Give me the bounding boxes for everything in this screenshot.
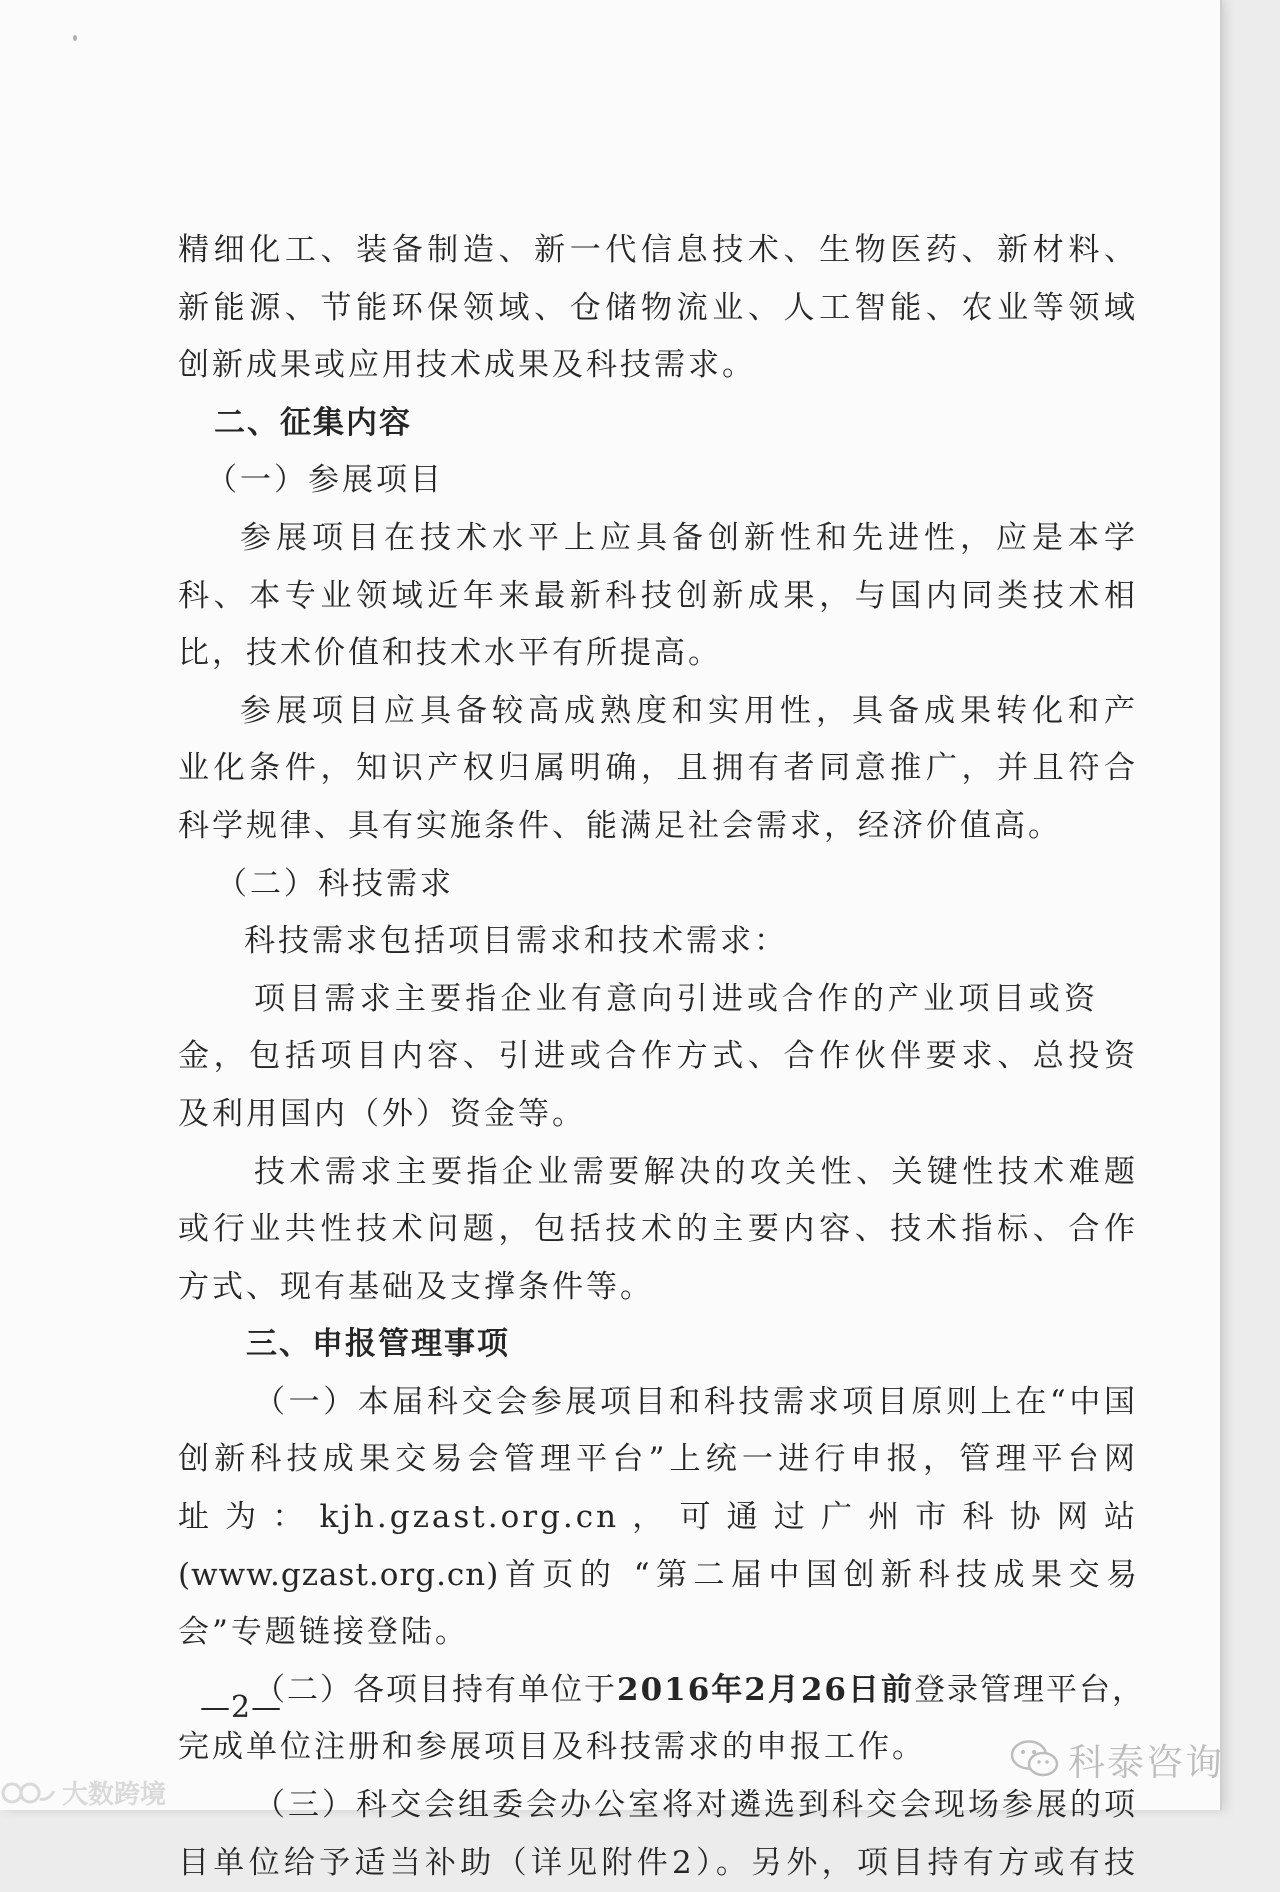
text-line: 创新成果或应用技术成果及科技需求。 xyxy=(178,347,756,384)
text-line: 科技需求包括项目需求和技术需求： xyxy=(244,923,788,960)
text-line-deadline xyxy=(178,1662,1145,1720)
text-line: 目单位给予适当补助（详见附件2）。另外，项目持有方或有技 xyxy=(178,1844,1138,1881)
text-line: 参展项目应具备较高成熟度和实用性，具备成果转化和产 xyxy=(240,692,1138,729)
wechat-icon xyxy=(1010,1738,1060,1780)
section-heading-3: 三、申报管理事项 xyxy=(246,1326,510,1363)
text-line: 及利用国内（外）资金等。 xyxy=(178,1095,586,1132)
watermark-text-right: 科泰咨询 xyxy=(1068,1741,1224,1784)
text-line: (www.gzast.org.cn)首页的 “第二届中国创新科技成果交易 xyxy=(178,1556,1138,1593)
text-line: 精细化工、装备制造、新一代信息技术、生物医药、新材料、 xyxy=(178,232,1138,268)
watermark-kt xyxy=(1010,1732,1224,1786)
subsection-heading: （一）参展项目 xyxy=(206,462,444,499)
watermark-text-left: 大数跨境 xyxy=(62,1780,167,1810)
text-line: （三）科交会组委会办公室将对遴选到科交会现场参展的项 xyxy=(254,1787,1138,1824)
text-line: （一）本届科交会参展项目和科技需求项目原则上在“中国 xyxy=(254,1383,1138,1420)
text-line: 技术需求主要指企业需要解决的攻关性、关键性技术难题 xyxy=(254,1153,1138,1190)
deadline-prefix: （二）各项目持有单位于 xyxy=(254,1671,617,1708)
text-line: 会”专题链接登陆。 xyxy=(178,1614,469,1651)
text-line: 址为：kjh.gzast.org.cn，可通过广州市科协网站 xyxy=(178,1499,1138,1536)
text-line: 或行业共性技术问题，包括技术的主要内容、技术指标、合作 xyxy=(178,1211,1138,1248)
text-line: 方式、现有基础及支撑条件等。 xyxy=(178,1268,654,1305)
text-line: 金，包括项目内容、引进或合作方式、合作伙伴要求、总投资 xyxy=(178,1038,1138,1075)
text-line: 比，技术价值和技术水平有所提高。 xyxy=(178,635,722,672)
page-number: —2— xyxy=(200,1690,283,1725)
scan-speck xyxy=(73,35,77,41)
deadline-suffix: 登录管理平台， xyxy=(914,1671,1145,1708)
text-line: 新能源、节能环保领域、仓储物流业、人工智能、农业等领域 xyxy=(178,289,1138,326)
section-heading-2: 二、征集内容 xyxy=(214,404,412,441)
document-body xyxy=(178,222,1145,1892)
subsection-heading: （二）科技需求 xyxy=(216,865,454,902)
deadline-date: 2016年2月26日前 xyxy=(617,1671,914,1708)
text-line: 参展项目在技术水平上应具备创新性和先进性，应是本学 xyxy=(240,519,1138,556)
text-line: 科、本专业领域近年来最新科技创新成果，与国内同类技术相 xyxy=(178,577,1138,614)
text-line: 项目需求主要指企业有意向引进或合作的产业项目或资 xyxy=(254,980,1098,1017)
text-line: 科学规律、具有实施条件、能满足社会需求，经济价值高。 xyxy=(178,807,1062,844)
text-line: 完成单位注册和参展项目及科技需求的申报工作。 xyxy=(178,1729,926,1766)
text-line: 创新科技成果交易会管理平台”上统一进行申报，管理平台网 xyxy=(178,1441,1138,1478)
text-line: 业化条件，知识产权归属明确，且拥有者同意推广，并且符合 xyxy=(178,750,1138,787)
watermark-dsk xyxy=(0,1774,166,1811)
brand-logo-icon xyxy=(0,1779,56,1807)
